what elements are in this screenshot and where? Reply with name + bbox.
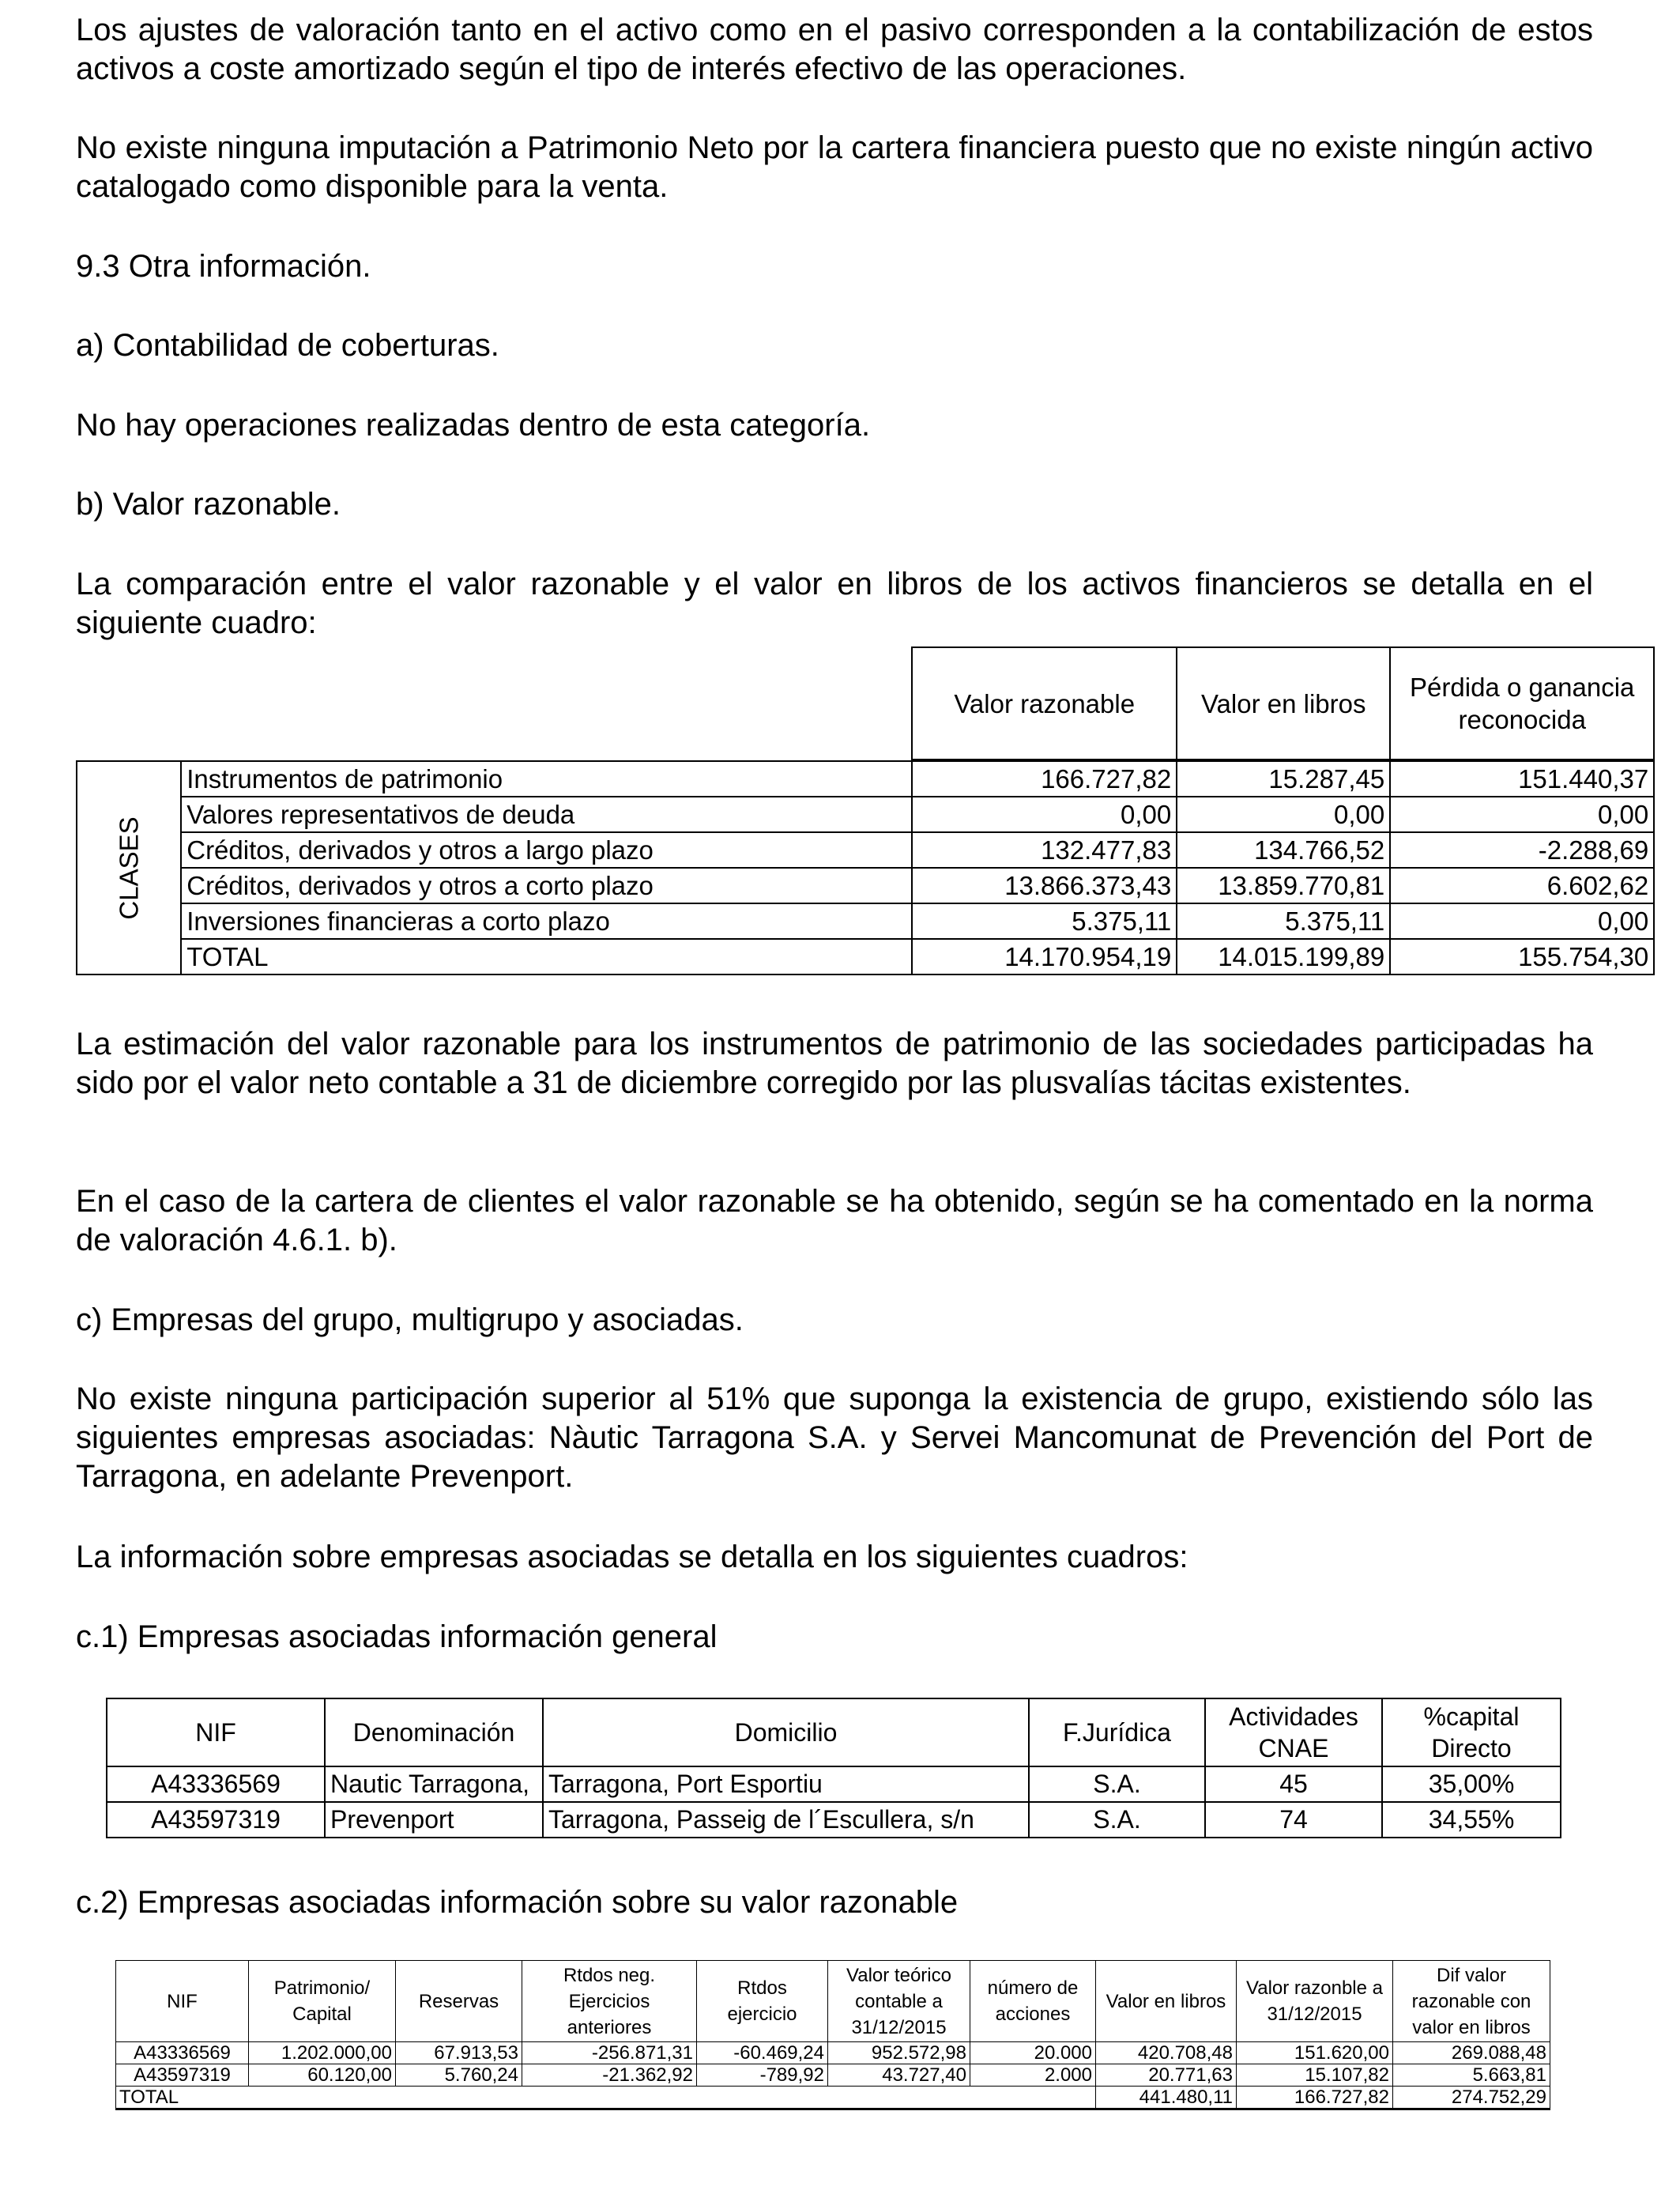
table-row — [77, 797, 1654, 832]
row-label: Instrumentos de patrimonio — [181, 761, 912, 797]
cell-value: -789,92 — [697, 2064, 828, 2087]
total-value: 166.727,82 — [1237, 2087, 1393, 2109]
cell-value: 20.771,63 — [1096, 2064, 1237, 2087]
cell-cnae: 45 — [1205, 1766, 1382, 1802]
cell-denominacion: Prevenport — [325, 1802, 543, 1838]
cell-value: 0,00 — [1390, 903, 1654, 939]
total-label: TOTAL — [116, 2087, 1096, 2109]
cell-value: 0,00 — [1390, 797, 1654, 832]
cell-value: 0,00 — [912, 797, 1177, 832]
cell-value: 0,00 — [1177, 797, 1390, 832]
cell-value: -256.871,31 — [522, 2042, 697, 2064]
total-value: 441.480,11 — [1096, 2087, 1237, 2109]
header-reservas: Reservas — [396, 1961, 522, 2042]
header-rtdos-ejercicio: Rtdos ejercicio — [697, 1961, 828, 2042]
table-row — [77, 832, 1654, 868]
cell-value: 132.477,83 — [912, 832, 1177, 868]
heading-c1: c.1) Empresas asociadas información general — [76, 1619, 718, 1654]
paragraph-participations: No existe ninguna participación superior al 51% que suponga la existencia de grupo, existiendo sólo las siguientes empresas asociadas: Nàutic Tarragona S.A. y Servei Mancomunat de Prevención del Port de Tarragona, en adelante Prevenport. — [76, 1382, 1593, 1494]
cell-value: -2.288,69 — [1390, 832, 1654, 868]
total-value: 155.754,30 — [1390, 939, 1654, 974]
cell-value: 6.602,62 — [1390, 868, 1654, 903]
cell-value: 5.375,11 — [1177, 903, 1390, 939]
cell-value: 151.620,00 — [1237, 2042, 1393, 2064]
heading-b-fair-value: b) Valor razonable. — [76, 487, 341, 522]
cell-value: 5.663,81 — [1393, 2064, 1550, 2087]
cell-value: 420.708,48 — [1096, 2042, 1237, 2064]
cell-value: 13.859.770,81 — [1177, 868, 1390, 903]
table-row — [77, 868, 1654, 903]
general-info-table — [106, 1698, 1561, 1838]
cell-value: 15.287,45 — [1177, 761, 1390, 797]
header-forma-juridica: F.Jurídica — [1029, 1698, 1205, 1766]
paragraph-info-tables: La información sobre empresas asociadas se detalla en los siguientes cuadros: — [76, 1540, 1188, 1574]
table-row — [77, 761, 1654, 797]
header-rtdos-neg: Rtdos neg. Ejercicios anteriores — [522, 1961, 697, 2042]
heading-9-3: 9.3 Otra información. — [76, 249, 371, 284]
cell-capital: 34,55% — [1382, 1802, 1561, 1838]
header-valor-razonable: Valor razonable — [912, 647, 1177, 760]
cell-value: 5.375,11 — [912, 903, 1177, 939]
table-total-row — [116, 2087, 1550, 2109]
header-nif: NIF — [116, 1961, 249, 2042]
heading-c2: c.2) Empresas asociadas información sobre su valor razonable — [76, 1885, 959, 1920]
cell-value: 952.572,98 — [828, 2042, 970, 2064]
cell-value: 1.202.000,00 — [249, 2042, 396, 2064]
header-valor-razonable: Valor razonble a 31/12/2015 — [1237, 1961, 1393, 2042]
cell-domicilio: Tarragona, Passeig de l´Escullera, s/n — [543, 1802, 1029, 1838]
cell-domicilio: Tarragona, Port Esportiu — [543, 1766, 1029, 1802]
table-row — [107, 1802, 1561, 1838]
cell-nif: A43336569 — [116, 2042, 249, 2064]
cell-value: 60.120,00 — [249, 2064, 396, 2087]
paragraph-client-portfolio: En el caso de la cartera de clientes el valor razonable se ha obtenido, según se ha comentado en la norma de valoración 4.6.1. b). — [76, 1184, 1593, 1257]
cell-value: -21.362,92 — [522, 2064, 697, 2087]
cell-value: 269.088,48 — [1393, 2042, 1550, 2064]
paragraph-valuation-adjustments: Los ajustes de valoración tanto en el activo como en el pasivo corresponden a la contabilización de estos activos a coste amortizado según el tipo de interés efectivo de las operaciones. — [76, 13, 1593, 86]
header-actividades-cnae: Actividades CNAE — [1205, 1698, 1382, 1766]
cell-value: 5.760,24 — [396, 2064, 522, 2087]
clases-side-label: CLASES — [77, 761, 181, 974]
cell-cnae: 74 — [1205, 1802, 1382, 1838]
header-patrimonio-capital: Patrimonio/ Capital — [249, 1961, 396, 2042]
cell-value: 166.727,82 — [912, 761, 1177, 797]
header-valor-libros: Valor en libros — [1096, 1961, 1237, 2042]
paragraph-net-equity: No existe ninguna imputación a Patrimonio Neto por la cartera financiera puesto que no existe ningún activo catalogado como disponible para la venta. — [76, 130, 1593, 204]
cell-value: -60.469,24 — [697, 2042, 828, 2064]
cell-value: 43.727,40 — [828, 2064, 970, 2087]
cell-value: 20.000 — [970, 2042, 1096, 2064]
cell-nif: A43597319 — [107, 1802, 325, 1838]
cell-value: 134.766,52 — [1177, 832, 1390, 868]
cell-value: 151.440,37 — [1390, 761, 1654, 797]
table-row — [116, 2042, 1550, 2064]
total-value: 14.170.954,19 — [912, 939, 1177, 974]
total-value: 14.015.199,89 — [1177, 939, 1390, 974]
paragraph-comparison: La comparación entre el valor razonable y el valor en libros de los activos financieros se detalla en el siguiente cuadro: — [76, 567, 1593, 640]
header-domicilio: Domicilio — [543, 1698, 1029, 1766]
cell-nif: A43597319 — [116, 2064, 249, 2087]
total-label: TOTAL — [181, 939, 912, 974]
cell-forma-juridica: S.A. — [1029, 1766, 1205, 1802]
table-row — [116, 2064, 1550, 2087]
header-perdida-ganancia: Pérdida o ganancia reconocida — [1390, 647, 1654, 760]
cell-forma-juridica: S.A. — [1029, 1802, 1205, 1838]
cell-capital: 35,00% — [1382, 1766, 1561, 1802]
heading-a-hedging: a) Contabilidad de coberturas. — [76, 328, 499, 363]
row-label: Valores representativos de deuda — [181, 797, 912, 832]
heading-c-group-companies: c) Empresas del grupo, multigrupo y asociadas. — [76, 1302, 744, 1337]
cell-nif: A43336569 — [107, 1766, 325, 1802]
cell-value: 13.866.373,43 — [912, 868, 1177, 903]
paragraph-estimation: La estimación del valor razonable para los instrumentos de patrimonio de las sociedades participadas ha sido por el valor neto contable a 31 de diciembre corregido por las plusvalías tácitas existentes. — [76, 1027, 1593, 1100]
header-denominacion: Denominación — [325, 1698, 543, 1766]
header-valor-en-libros: Valor en libros — [1177, 647, 1390, 760]
table-row — [77, 903, 1654, 939]
table-total-row — [77, 939, 1654, 974]
table-row — [107, 1766, 1561, 1802]
row-label: Créditos, derivados y otros a corto plazo — [181, 868, 912, 903]
header-nif: NIF — [107, 1698, 325, 1766]
cell-value: 2.000 — [970, 2064, 1096, 2087]
cell-denominacion: Nautic Tarragona, — [325, 1766, 543, 1802]
header-valor-teorico: Valor teórico contable a 31/12/2015 — [828, 1961, 970, 2042]
row-label: Créditos, derivados y otros a largo plazo — [181, 832, 912, 868]
header-numero-acciones: número de acciones — [970, 1961, 1096, 2042]
row-label: Inversiones financieras a corto plazo — [181, 903, 912, 939]
cell-value: 67.913,53 — [396, 2042, 522, 2064]
total-value: 274.752,29 — [1393, 2087, 1550, 2109]
header-dif-valor: Dif valor razonable con valor en libros — [1393, 1961, 1550, 2042]
cell-value: 15.107,82 — [1237, 2064, 1393, 2087]
header-capital-directo: %capital Directo — [1382, 1698, 1561, 1766]
fair-value-companies-table — [115, 1960, 1550, 2110]
fair-value-table — [76, 647, 1655, 975]
paragraph-no-operations: No hay operaciones realizadas dentro de esta categoría. — [76, 408, 871, 443]
